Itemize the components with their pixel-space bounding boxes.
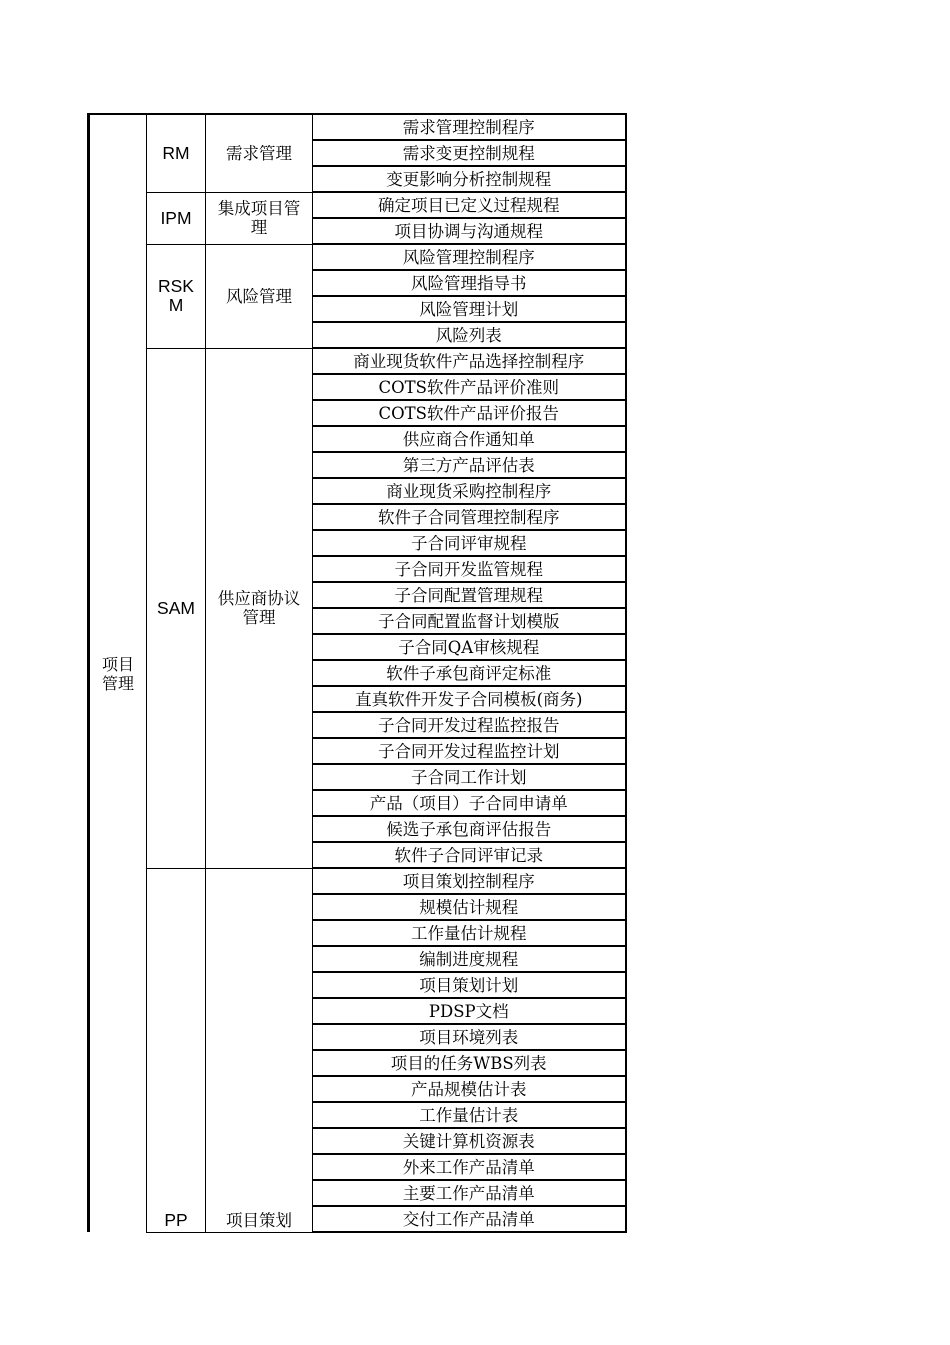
document-name: 风险管理计划 bbox=[313, 296, 626, 322]
table-row bbox=[89, 244, 626, 270]
area-cell: 项目管理 bbox=[89, 114, 147, 1232]
process-area-code: PP bbox=[147, 868, 206, 1232]
document-name: 风险列表 bbox=[313, 322, 626, 348]
document-name: 软件子承包商评定标准 bbox=[313, 660, 626, 686]
process-area-code: RSKM bbox=[147, 244, 206, 348]
document-name: 项目策划计划 bbox=[313, 972, 626, 998]
table-row bbox=[89, 192, 626, 218]
document-name: 子合同开发监管规程 bbox=[313, 556, 626, 582]
document-name: 确定项目已定义过程规程 bbox=[313, 192, 626, 218]
document-name: 商业现货采购控制程序 bbox=[313, 478, 626, 504]
process-area-name: 风险管理 bbox=[206, 244, 313, 348]
document-name: 规模估计规程 bbox=[313, 894, 626, 920]
document-name: 候选子承包商评估报告 bbox=[313, 816, 626, 842]
document-name: 软件子合同管理控制程序 bbox=[313, 504, 626, 530]
document-name: 产品（项目）子合同申请单 bbox=[313, 790, 626, 816]
document-name: 需求变更控制规程 bbox=[313, 140, 626, 166]
document-name: 需求管理控制程序 bbox=[313, 114, 626, 140]
document-name: 软件子合同评审记录 bbox=[313, 842, 626, 868]
document-name: 外来工作产品清单 bbox=[313, 1154, 626, 1180]
document-name: 子合同QA审核规程 bbox=[313, 634, 626, 660]
document-name: 直真软件开发子合同模板(商务) bbox=[313, 686, 626, 712]
process-area-code: IPM bbox=[147, 192, 206, 244]
document-name: 主要工作产品清单 bbox=[313, 1180, 626, 1206]
table-row bbox=[89, 348, 626, 374]
document-name: 子合同开发过程监控计划 bbox=[313, 738, 626, 764]
process-area-name: 项目策划 bbox=[206, 868, 313, 1232]
document-name: 子合同评审规程 bbox=[313, 530, 626, 556]
document-name: 子合同开发过程监控报告 bbox=[313, 712, 626, 738]
table-row bbox=[89, 114, 626, 140]
document-name: 项目协调与沟通规程 bbox=[313, 218, 626, 244]
table-row bbox=[89, 868, 626, 894]
document-name: 交付工作产品清单 bbox=[313, 1206, 626, 1232]
document-name: 工作量估计规程 bbox=[313, 920, 626, 946]
document-name: 项目环境列表 bbox=[313, 1024, 626, 1050]
process-area-code: RM bbox=[147, 114, 206, 192]
document-name: 供应商合作通知单 bbox=[313, 426, 626, 452]
document-name: 风险管理控制程序 bbox=[313, 244, 626, 270]
document-name: 关键计算机资源表 bbox=[313, 1128, 626, 1154]
document-name: 风险管理指导书 bbox=[313, 270, 626, 296]
document-name: 子合同工作计划 bbox=[313, 764, 626, 790]
document-name: 编制进度规程 bbox=[313, 946, 626, 972]
document-name: 变更影响分析控制规程 bbox=[313, 166, 626, 192]
document-name: 项目策划控制程序 bbox=[313, 868, 626, 894]
process-area-code: SAM bbox=[147, 348, 206, 868]
document-name: 子合同配置管理规程 bbox=[313, 582, 626, 608]
process-area-name: 供应商协议管理 bbox=[206, 348, 313, 868]
document-name: PDSP文档 bbox=[313, 998, 626, 1024]
document-name: 子合同配置监督计划模版 bbox=[313, 608, 626, 634]
process-area-name: 集成项目管理 bbox=[206, 192, 313, 244]
table-body bbox=[89, 114, 626, 1232]
process-area-name: 需求管理 bbox=[206, 114, 313, 192]
document-name: 项目的任务WBS列表 bbox=[313, 1050, 626, 1076]
document-name: 第三方产品评估表 bbox=[313, 452, 626, 478]
document-name: 工作量估计表 bbox=[313, 1102, 626, 1128]
document-name: COTS软件产品评价报告 bbox=[313, 400, 626, 426]
document-name: 产品规模估计表 bbox=[313, 1076, 626, 1102]
document-name: COTS软件产品评价准则 bbox=[313, 374, 626, 400]
document-name: 商业现货软件产品选择控制程序 bbox=[313, 348, 626, 374]
process-document-table bbox=[87, 113, 627, 1233]
